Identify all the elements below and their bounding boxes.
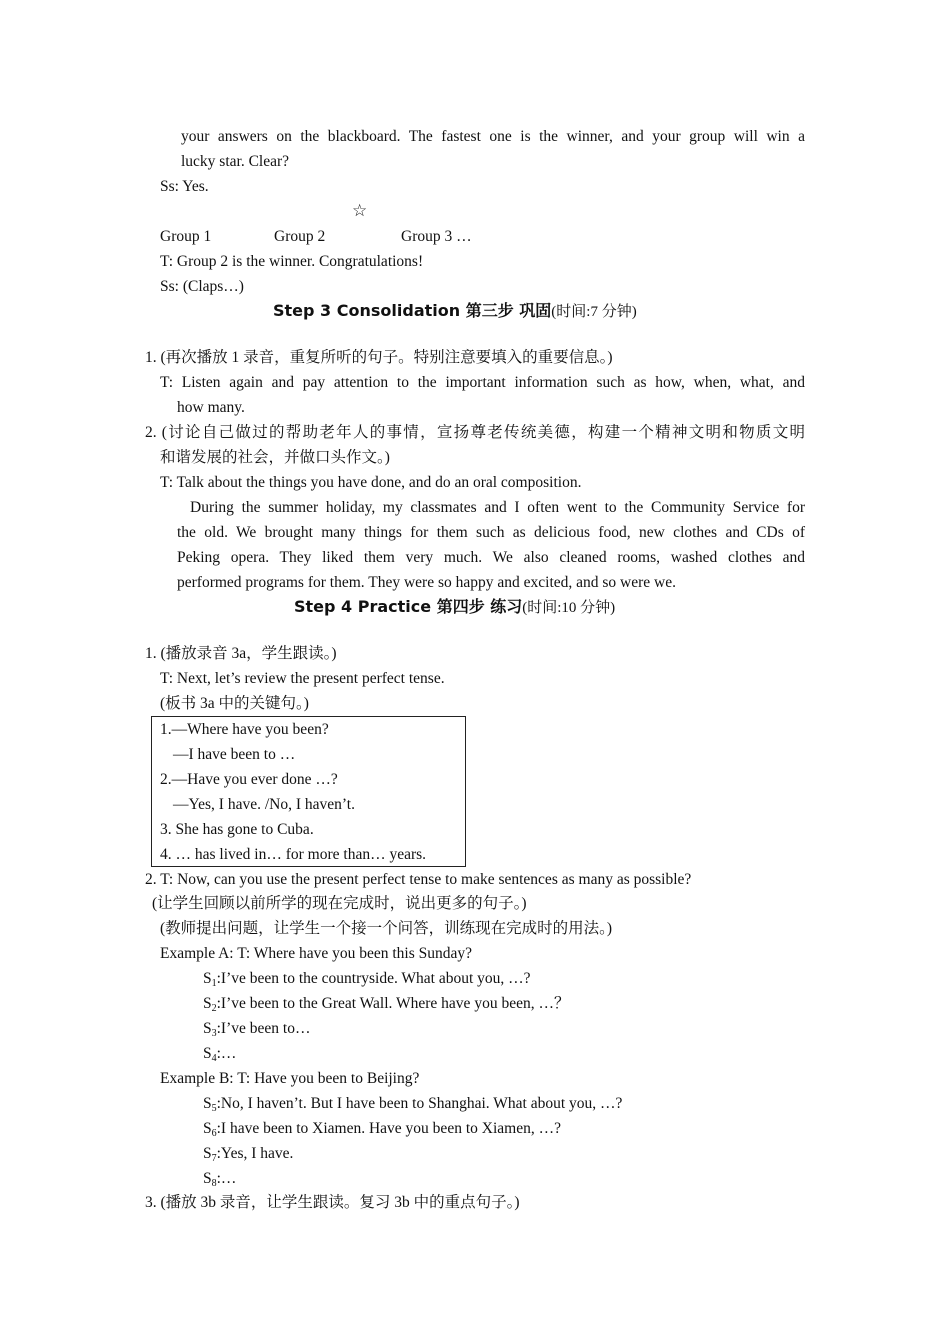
intro-line-2: lucky star. Clear?: [181, 153, 290, 170]
step4-item1-teacher: T: Next, let’s review the present perfect tense.: [160, 670, 445, 687]
step4-time: (时间:10 分钟): [522, 600, 616, 616]
ss-claps-line: Ss: (Claps…): [160, 278, 244, 295]
step4-heading: [294, 594, 615, 621]
step4-item2-instruction-2: (教师提出问题，让学生一个接一个问答，训练现在完成时的用法。): [160, 920, 613, 937]
step3-item2-teacher: T: Talk about the things you have done, and do an oral composition.: [160, 474, 582, 491]
example-b-question: Example B: T: Have you been to Beijing?: [160, 1070, 420, 1087]
step4-heading-text: Step 4 Practice 第四步 练习: [294, 597, 523, 616]
example-b-student-7: $S_7:Yes$, I have.: [203, 1145, 294, 1164]
key-sentence-3: 3. She has gone to Cuba.: [160, 821, 314, 838]
group-label-3: Group 3 …: [401, 228, 472, 245]
step4-item3-instruction: 3. (播放 3b 录音，让学生跟读。复习 3b 中的重点句子。): [145, 1194, 520, 1211]
step3-heading: [273, 298, 637, 325]
step4-item1-instruction: 1. (播放录音 3a，学生跟读。): [145, 645, 337, 662]
composition-line-3: Peking opera. They liked them very much. We also cleaned rooms, washed clothes and: [177, 549, 805, 566]
example-a-student-3: $S_3:I’ve$ been to…: [203, 1020, 311, 1039]
key-sentence-1-answer: —I have been to …: [173, 746, 296, 763]
example-b-student-8: $S_8:\dots$: [203, 1170, 237, 1189]
example-a-question: Example A: T: Where have you been this Sunday?: [160, 945, 473, 962]
group-label-1: Group 1: [160, 228, 212, 245]
key-sentence-2-answer: —Yes, I have. /No, I haven’t.: [173, 796, 355, 813]
example-b-student-6: $S_6:I$ have been to Xiamen. Have you been to Xiamen, …?: [203, 1120, 561, 1139]
intro-line-1: your answers on the blackboard. The fastest one is the winner, and your group will win a: [181, 128, 805, 145]
composition-line-4: performed programs for them. They were so happy and excited, and so were we.: [177, 574, 676, 591]
teacher-winner-line: T: Group 2 is the winner. Congratulations!: [160, 253, 424, 270]
step3-item1-teacher-line-1: T: Listen again and pay attention to the important information such as how, when, what, and: [160, 374, 805, 391]
step4-item2-teacher: 2. T: Now, can you use the present perfect tense to make sentences as many as possible?: [145, 871, 692, 888]
step3-item1-instruction: 1. (再次播放 1 录音，重复所听的句子。特别注意要填入的重要信息。): [145, 349, 613, 366]
step3-item1-teacher-line-2: how many.: [177, 399, 245, 416]
composition-line-1: During the summer holiday, my classmates and I often went to the Community Service for: [190, 499, 805, 516]
example-a-student-4: $S_4:\dots$: [203, 1045, 237, 1064]
example-a-student-2: $S_2:I’ve$ been to the Great Wall. Where have you been, …？: [203, 995, 570, 1014]
step3-heading-text: Step 3 Consolidation 第三步 巩固: [273, 301, 552, 320]
group-label-2: Group 2: [274, 228, 326, 245]
lucky-star-icon: ☆: [352, 201, 368, 221]
step3-time: (时间:7 分钟): [551, 304, 637, 320]
key-sentence-2: 2.—Have you ever done …?: [160, 771, 338, 788]
ss-yes-line: Ss: Yes.: [160, 178, 209, 195]
step4-item2-instruction-1: (让学生回顾以前所学的现在完成时，说出更多的句子。): [152, 895, 527, 912]
key-sentence-1: 1.—Where have you been?: [160, 721, 329, 738]
step3-item2-instruction-2: 和谐发展的社会，并做口头作文。): [160, 449, 390, 466]
example-a-student-1: $S_1:I’ve$ been to the countryside. What about you, …?: [203, 970, 531, 989]
example-b-student-5: $S_5:No$, I haven’t. But I have been to Shanghai. What about you, …?: [203, 1095, 623, 1114]
step4-item1-board-note: (板书 3a 中的关键句。): [160, 695, 309, 712]
key-sentence-4: 4. … has lived in… for more than… years.: [160, 846, 427, 863]
composition-line-2: the old. We brought many things for them such as delicious food, new clothes and CDs of: [177, 524, 805, 541]
step3-item2-instruction-1: 2. (讨论自己做过的帮助老年人的事情，宣扬尊老传统美德，构建一个精神文明和物质文明: [145, 424, 805, 441]
